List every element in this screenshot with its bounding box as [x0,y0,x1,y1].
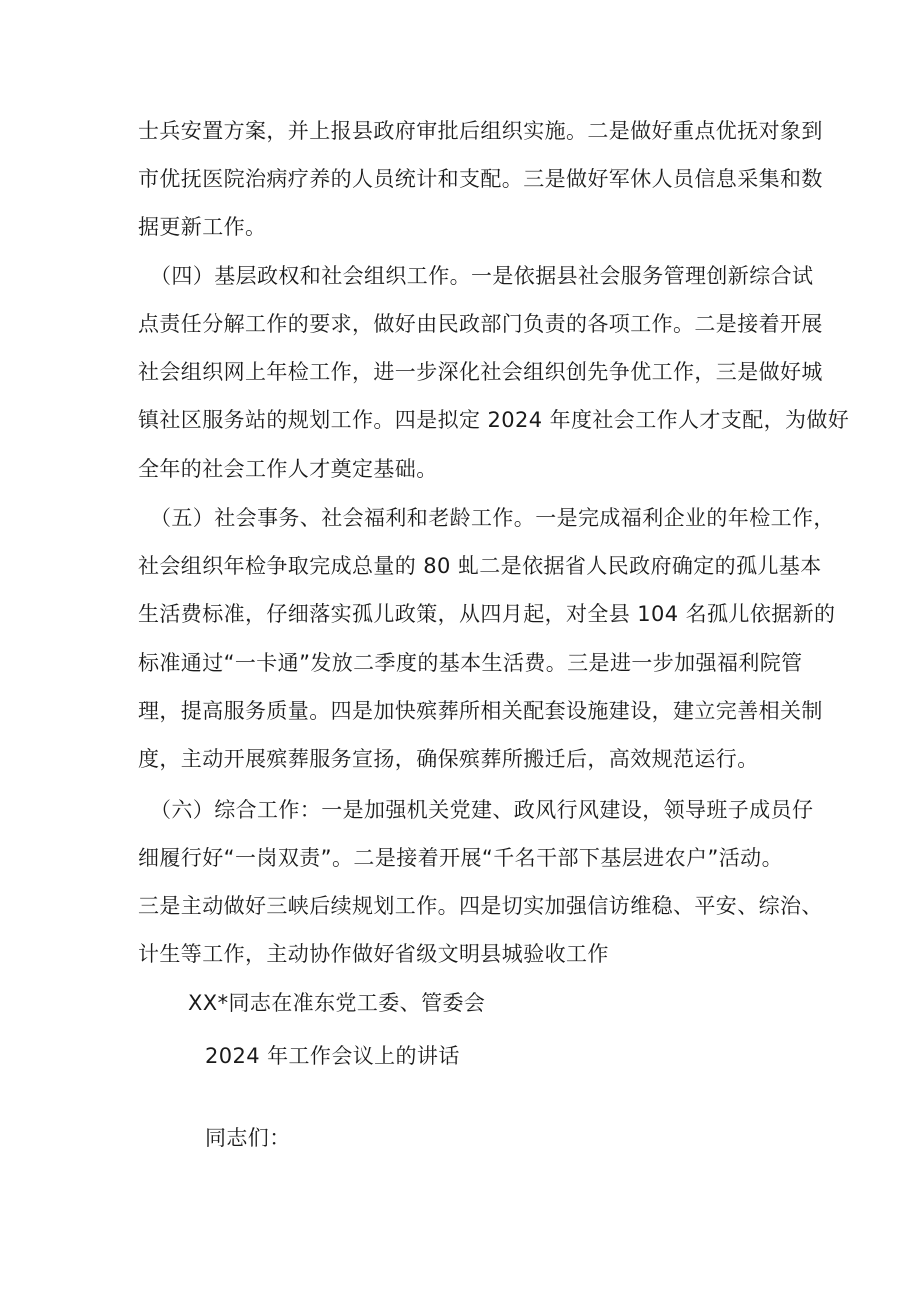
paragraph-3-line-1: （五）社会事务、社会福利和老龄工作。一是完成福利企业的年检工作， [150,506,835,530]
paragraph-2-line-1: （四）基层政权和社会组织工作。一是依据县社会服务管理创新综合试 [150,264,814,288]
paragraph-2-line-4: 镇社区服务站的规划工作。四是拟定 2024 年度社会工作人才支配，为做好 [138,408,850,432]
paragraph-1-line-2: 市优抚医院治病疗养的人员统计和支配。三是做好军休人员信息采集和数 [138,167,823,191]
paragraph-4-line-3: 三是主动做好三峡后续规划工作。四是切实加强信访维稳、平安、综治、 [138,894,823,918]
paragraph-2-line-5: 全年的社会工作人才奠定基础。 [138,457,438,481]
paragraph-2-line-2: 点责任分解工作的要求，做好由民政部门负责的各项工作。二是接着开展 [138,312,823,336]
paragraph-4-line-4: 计生等工作，主动协作做好省级文明县城验收工作 [138,942,609,966]
paragraph-3-line-3: 生活费标准，仔细落实孤儿政策，从四月起，对全县 104 名孤儿依据新的 [138,602,836,626]
paragraph-4-line-1: （六）综合工作：一是加强机关党建、政风行风建设，领导班子成员仔 [150,798,814,822]
paragraph-2-line-3: 社会组织网上年检工作，进一步深化社会组织创先争优工作，三是做好城 [138,360,823,384]
paragraph-1-line-3: 据更新工作。 [138,215,267,239]
paragraph-1-line-1: 士兵安置方案，并上报县政府审批后组织实施。二是做好重点优抚对象到 [138,119,823,143]
paragraph-3-line-5: 理，提高服务质量。四是加快殡葬所相关配套设施建设，建立完善相关制 [138,699,823,723]
paragraph-3-line-6: 度，主动开展殡葬服务宣扬，确保殡葬所搬迁后，高效规范运行。 [138,747,759,771]
paragraph-3-line-4: 标准通过“一卡通”发放二季度的基本生活费。三是进一步加强福利院管 [138,651,803,675]
paragraph-3-line-2: 社会组织年检争取完成总量的 80 虬二是依据省人民政府确定的孤儿基本 [138,554,822,578]
salutation: 同志们： [205,1126,291,1150]
paragraph-4-line-2: 细履行好“一岗双责”。二是接着开展“千名干部下基层进农户”活动。 [138,846,783,870]
speech-title-line-1: XX*同志在准东党工委、管委会 [188,991,486,1015]
speech-title-line-2: 2024 年工作会议上的讲话 [205,1044,460,1068]
